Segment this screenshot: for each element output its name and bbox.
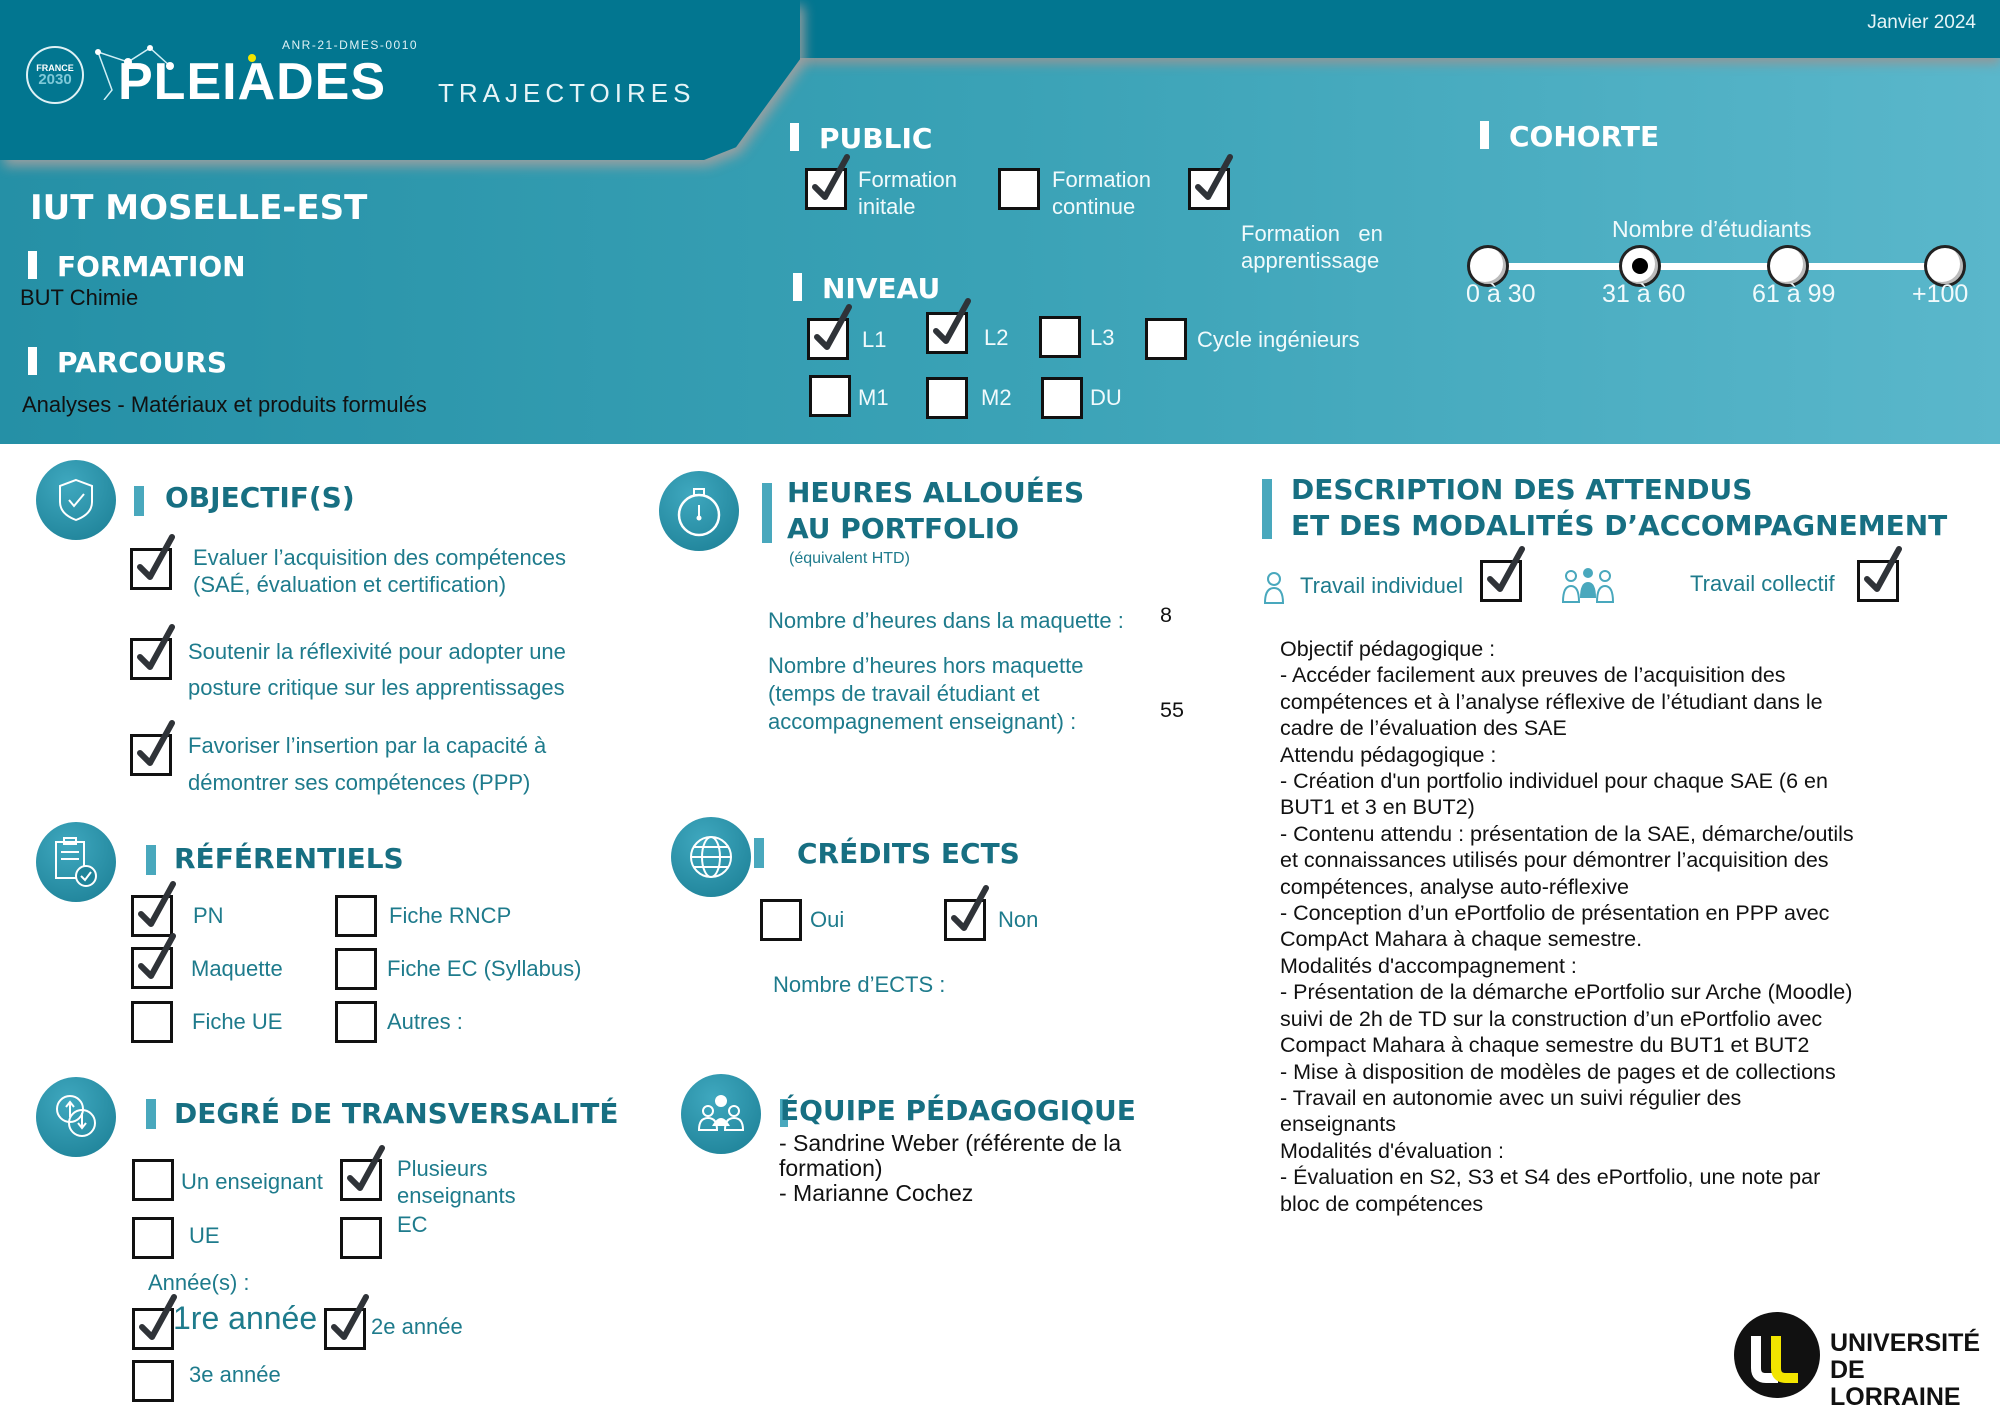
description-line: - Création d'un portfolio individuel pour chaque SAE (6 en xyxy=(1280,769,1828,794)
description-line: Compact Mahara à chaque semestre du BUT1 et BUT2 xyxy=(1280,1033,1810,1058)
description-line: Modalités d'évaluation : xyxy=(1280,1138,1505,1163)
checkmark-icon xyxy=(137,932,177,984)
ects-heading: CRÉDITS ECTS xyxy=(797,837,1020,870)
description-line: BUT1 et 3 en BUT2) xyxy=(1280,795,1475,820)
checkmark-icon xyxy=(1486,545,1526,597)
annee-label-2: 2e année xyxy=(371,1314,463,1339)
cohorte-option-label: 31 à 60 xyxy=(1602,280,1686,308)
niveau-label-l2: L2 xyxy=(984,325,1009,350)
document-date: Janvier 2024 xyxy=(1867,12,1976,33)
description-line: suivi de 2h de TD sur la construction d’un ePortfolio avec xyxy=(1280,1006,1823,1031)
description-line: - Travail en autonomie avec un suivi régulier des xyxy=(1280,1085,1742,1110)
heading-bar xyxy=(790,123,799,151)
heading-bar xyxy=(28,251,37,279)
travail-individuel-checkbox[interactable] xyxy=(1480,560,1522,602)
transversalite-label-ec: EC xyxy=(397,1212,428,1237)
transversalite-label-plusieurs-enseignants: Plusieurs enseignants xyxy=(397,1156,516,1208)
travail-collectif-label: Travail collectif xyxy=(1690,571,1835,596)
description-line: Objectif pédagogique : xyxy=(1280,637,1496,661)
exchange-arrows-icon xyxy=(36,1077,116,1157)
shield-check-icon xyxy=(36,460,116,540)
description-line: - Évaluation en S2, S3 et S4 des ePortfolio, une note par xyxy=(1280,1165,1821,1190)
public-label-formation-initiale: Formation initale xyxy=(858,167,958,219)
equipe-heading: ÉQUIPE PÉDAGOGIQUE xyxy=(780,1094,1136,1127)
checkmark-icon xyxy=(346,1144,386,1196)
checkmark-icon xyxy=(136,533,176,585)
checkmark-icon xyxy=(330,1293,370,1345)
description-line: - Mise à disposition de modèles de pages et de collections xyxy=(1280,1059,1836,1084)
transversalite-label-un-enseignant: Un enseignant xyxy=(181,1169,323,1194)
objectif-label-3: Favoriser l’insertion par la capacité à démontrer ses compétences (PPP) xyxy=(188,733,547,795)
checkmark-icon xyxy=(136,623,176,675)
niveau-checkbox-m2[interactable] xyxy=(926,377,968,419)
objectif-checkbox-1[interactable] xyxy=(130,548,172,590)
cohorte-option-label: 0 à 30 xyxy=(1466,280,1536,308)
referentiel-label-4: Fiche EC (Syllabus) xyxy=(387,956,582,981)
person-icon xyxy=(1262,570,1286,606)
checkmark-icon xyxy=(138,1293,178,1345)
transversalite-heading: DEGRÉ DE TRANSVERSALITÉ xyxy=(174,1097,619,1130)
public-label-formation-continue: Formation continue xyxy=(1052,167,1152,219)
niveau-label-l3: L3 xyxy=(1090,325,1115,350)
transversalite-checkbox-plusieurs-enseignants[interactable] xyxy=(340,1159,382,1201)
objectif-label-1: Evaluer l’acquisition des compétences (SAÉ, évaluation et certification) xyxy=(193,545,566,597)
niveau-checkbox-m1[interactable] xyxy=(809,375,851,417)
annee-checkbox-3[interactable] xyxy=(132,1360,174,1402)
public-checkbox-formation-continue[interactable] xyxy=(998,168,1040,210)
cohorte-heading: COHORTE xyxy=(1480,120,1659,153)
referentiel-checkbox-2[interactable] xyxy=(335,895,377,937)
niveau-label-cycle-ingenieurs: Cycle ingénieurs xyxy=(1197,327,1360,352)
heading-bar xyxy=(28,347,37,375)
cohorte-option-label: +100 xyxy=(1912,280,1969,308)
public-checkbox-formation-apprentissage[interactable] xyxy=(1188,168,1230,210)
description-line: CompAct Mahara à chaque semestre. xyxy=(1280,927,1643,952)
transversalite-label-ue: UE xyxy=(189,1223,220,1248)
public-heading: PUBLIC xyxy=(790,122,932,155)
description-line: enseignants xyxy=(1280,1112,1396,1137)
referentiel-label-1: PN xyxy=(193,903,224,928)
referentiel-label-6: Autres : xyxy=(387,1009,463,1034)
checkmark-icon xyxy=(950,884,990,936)
description-line: compétences, analyse auto-réflexive xyxy=(1280,874,1629,899)
ects-checkbox-non[interactable] xyxy=(944,899,986,941)
description-line: et connaissances utilisés pour démontrer l’acquisition des xyxy=(1280,848,1829,873)
niveau-checkbox-l2[interactable] xyxy=(926,312,968,354)
objectifs-heading: OBJECTIF(S) xyxy=(165,481,355,514)
heading-bar xyxy=(762,483,772,543)
heading-bar xyxy=(146,845,156,875)
cohorte-caption: Nombre d’étudiants xyxy=(1612,216,1812,242)
niveau-label-l1: L1 xyxy=(862,327,887,352)
referentiels-heading: RÉFÉRENTIELS xyxy=(174,842,404,875)
heures-subtitle: (équivalent HTD) xyxy=(789,550,910,567)
annee-checkbox-1[interactable] xyxy=(132,1308,174,1350)
equipe-members: - Sandrine Weber (référente de la formation) - Marianne Cochez xyxy=(779,1130,1122,1206)
institution-name: IUT MOSELLE-EST xyxy=(30,188,368,228)
universite-lorraine-logo xyxy=(1734,1312,1820,1398)
heading-bar xyxy=(793,273,802,301)
referentiel-checkbox-1[interactable] xyxy=(131,895,173,937)
description-heading: DESCRIPTION DES ATTENDUS ET DES MODALITÉS D’ACCOMPAGNEMENT xyxy=(1291,473,1948,542)
formation-value: BUT Chimie xyxy=(20,285,139,310)
referentiel-checkbox-4[interactable] xyxy=(335,948,377,990)
heading-bar xyxy=(1262,479,1272,539)
description-line: - Contenu attendu : présentation de la SAE, démarche/outils xyxy=(1280,821,1854,846)
annee-label-1: 1re année xyxy=(173,1300,318,1336)
universite-lorraine-name: UNIVERSITÉ DE LORRAINE xyxy=(1830,1329,1981,1411)
objectif-label-2: Soutenir la réflexivité pour adopter une posture critique sur les apprentissages xyxy=(188,639,566,700)
objectif-checkbox-2[interactable] xyxy=(130,638,172,680)
public-label-formation-apprentissage: Formation en apprentissage xyxy=(1241,221,1383,273)
annee-checkbox-2[interactable] xyxy=(324,1308,366,1350)
heures-maquette-value[interactable]: 8 xyxy=(1160,603,1172,627)
checkmark-icon xyxy=(137,880,177,932)
brand-subtitle: TRAJECTOIRES xyxy=(438,78,696,108)
transversalite-checkbox-un-enseignant[interactable] xyxy=(132,1159,174,1201)
description-line: Attendu pédagogique : xyxy=(1280,742,1497,767)
heading-bar xyxy=(134,486,144,516)
heures-hors-label: Nombre d’heures hors maquette (temps de travail étudiant et accompagnement enseignant) : xyxy=(768,653,1084,734)
niveau-checkbox-l3[interactable] xyxy=(1039,316,1081,358)
parcours-heading: PARCOURS xyxy=(28,346,227,379)
group-icon xyxy=(1561,566,1615,606)
ects-label-oui: Oui xyxy=(810,907,845,932)
description-line: compétences et à l’analyse réflexive de l’étudiant dans le xyxy=(1280,689,1823,714)
ects-nombre-label: Nombre d’ECTS : xyxy=(773,972,946,997)
globe-icon xyxy=(671,817,751,897)
ects-label-non: Non xyxy=(998,907,1039,932)
referentiel-label-3: Maquette xyxy=(191,956,283,981)
checkmark-icon xyxy=(136,719,176,771)
niveau-checkbox-l1[interactable] xyxy=(807,318,849,360)
annee-label-3: 3e année xyxy=(189,1362,281,1387)
niveau-label-m2: M2 xyxy=(981,385,1012,410)
ects-checkbox-oui[interactable] xyxy=(760,899,802,941)
heading-bar xyxy=(146,1099,156,1129)
parcours-value: Analyses - Matériaux et produits formulés xyxy=(22,392,427,417)
checkmark-icon xyxy=(1194,153,1234,205)
cohorte-option-label: 61 à 99 xyxy=(1752,280,1836,308)
formation-heading: FORMATION xyxy=(28,250,246,283)
niveau-checkbox-cycle-ingenieurs[interactable] xyxy=(1145,318,1187,360)
clipboard-check-icon xyxy=(36,822,116,902)
description-line: - Accéder facilement aux preuves de l’acquisition des xyxy=(1280,663,1786,688)
transversalite-checkbox-ec[interactable] xyxy=(340,1217,382,1259)
brand-name: PLEIADES xyxy=(118,53,387,111)
niveau-checkbox-du[interactable] xyxy=(1041,377,1083,419)
referentiel-label-5: Fiche UE xyxy=(192,1009,283,1034)
referentiel-checkbox-5[interactable] xyxy=(131,1001,173,1043)
niveau-heading: NIVEAU xyxy=(793,272,940,305)
description-text xyxy=(1280,636,1854,1217)
description-line: Modalités d'accompagnement : xyxy=(1280,953,1577,978)
heures-maquette-label: Nombre d’heures dans la maquette : xyxy=(768,608,1124,633)
heures-hors-value[interactable]: 55 xyxy=(1160,698,1184,722)
heading-bar xyxy=(1480,121,1489,149)
heures-heading: HEURES ALLOUÉES AU PORTFOLIO xyxy=(787,476,1085,545)
travail-collectif-checkbox[interactable] xyxy=(1857,560,1899,602)
team-icon xyxy=(681,1074,761,1154)
referentiel-checkbox-6[interactable] xyxy=(335,1001,377,1043)
anr-code: ANR-21-DMES-0010 xyxy=(282,38,419,52)
referentiel-checkbox-3[interactable] xyxy=(131,947,173,989)
annees-label: Année(s) : xyxy=(148,1270,250,1295)
public-checkbox-formation-initiale[interactable] xyxy=(805,168,847,210)
cohorte-slider-track[interactable] xyxy=(1488,263,1946,270)
description-line: - Conception d’un ePortfolio de présentation en PPP avec xyxy=(1280,901,1830,926)
stopwatch-icon xyxy=(659,471,739,551)
description-line: bloc de compétences xyxy=(1280,1191,1484,1216)
france-2030-logo: FRANCE 2030 xyxy=(26,46,84,104)
checkmark-icon xyxy=(932,297,972,349)
transversalite-checkbox-ue[interactable] xyxy=(132,1217,174,1259)
heading-bar xyxy=(754,838,764,868)
description-line: cadre de l’évaluation des SAE xyxy=(1280,716,1567,741)
checkmark-icon xyxy=(1863,545,1903,597)
niveau-label-m1: M1 xyxy=(858,385,889,410)
travail-individuel-label: Travail individuel xyxy=(1300,573,1464,598)
objectif-checkbox-3[interactable] xyxy=(130,734,172,776)
checkmark-icon xyxy=(811,153,851,205)
niveau-label-du: DU xyxy=(1090,385,1122,410)
referentiel-label-2: Fiche RNCP xyxy=(389,903,512,928)
checkmark-icon xyxy=(813,303,853,355)
description-line: - Présentation de la démarche ePortfolio sur Arche (Moodle) xyxy=(1280,980,1853,1005)
